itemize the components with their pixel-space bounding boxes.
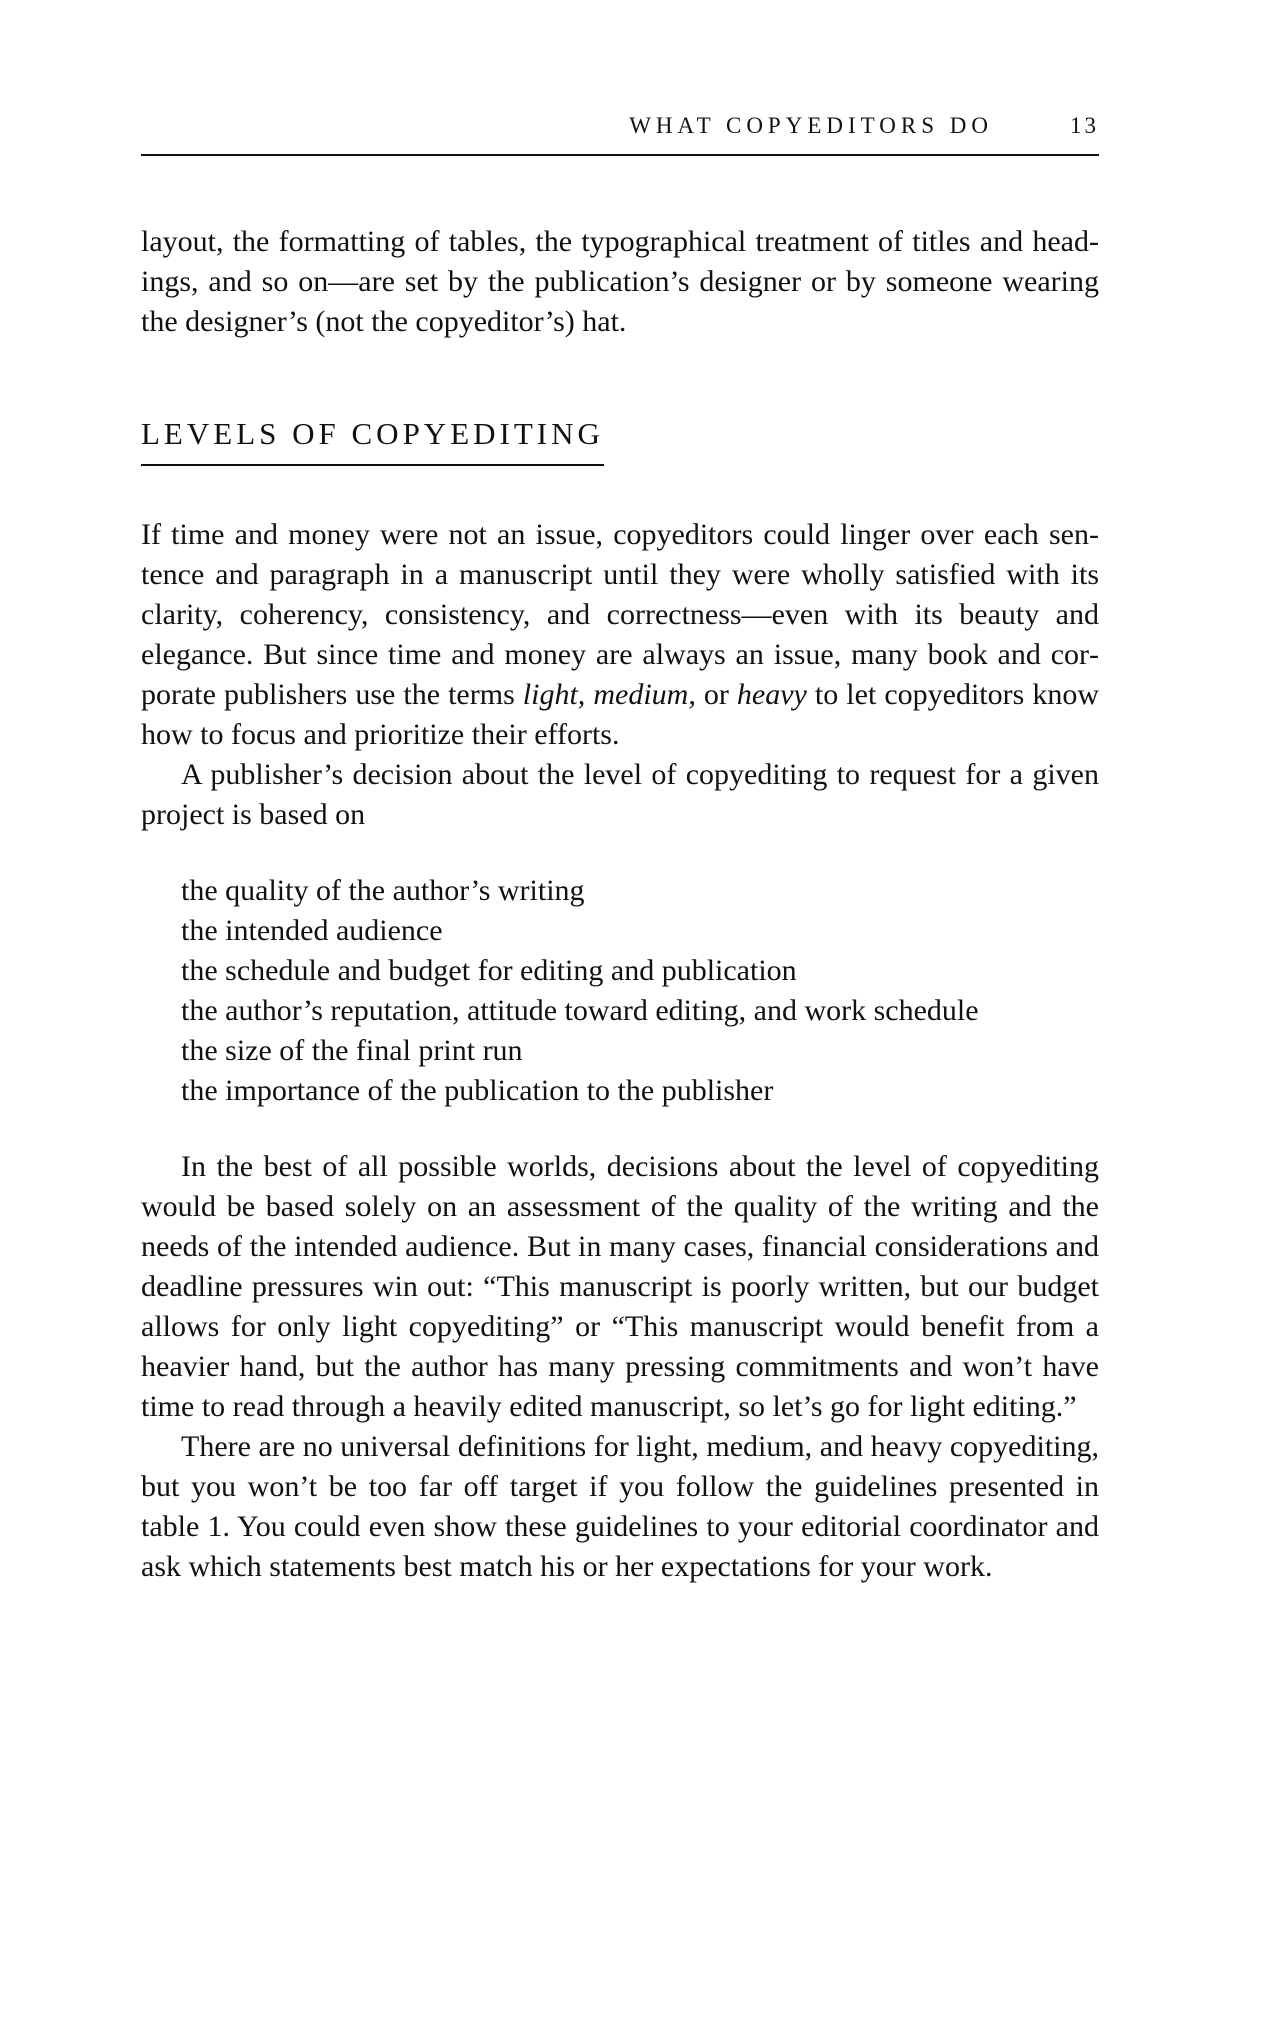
section-body bbox=[141, 515, 1099, 1587]
paragraph-text: If time and money were not an issue, copyeditors could linger over each sentence and paragraph in a manuscript until they were wholly satisfied with its clarity, coherency, consistency, and correctness—even with its beauty and elegance. But since time and money are always an issue, many book and corporate publishers use the terms bbox=[141, 518, 1099, 711]
running-head bbox=[141, 110, 1099, 156]
list-item: the schedule and budget for editing and publication bbox=[181, 954, 797, 987]
running-head-title: WHAT COPYEDITORS DO bbox=[629, 113, 993, 138]
paragraph-text: to let copyeditors know how to focus and prioritize their efforts. bbox=[141, 678, 1099, 751]
list-item: the size of the final print run bbox=[181, 1034, 523, 1067]
paragraph-best-worlds: In the best of all possible worlds, decisions about the level of copyediting would be based solely on an assessment of the quality of the writing and the needs of the intended audience. But in many cases, financial considerations and deadline pressures win out: “This manuscript is poorly written, but our budget allows for only light copyediting” or “This manuscript would benefit from a heavier hand, but the author has many pressing commitments and won’t have time to read through a heavily edited manuscript, so let’s go for light editing.” bbox=[141, 1150, 1099, 1423]
page-number: 13 bbox=[1070, 113, 1099, 138]
list-item: the author’s reputation, attitude toward editing, and work schedule bbox=[181, 994, 979, 1027]
continued-paragraph: layout, the formatting of tables, the typographical treatment of titles and headings, and so on—are set by the publication’s designer or by someone wearing the designer’s (not the copyeditor’s) hat. bbox=[141, 225, 1099, 338]
factor-list bbox=[181, 871, 1099, 1111]
paragraph-decision: A publisher’s decision about the level of copyediting to request for a given project is based on bbox=[141, 758, 1099, 831]
paragraph-definitions: There are no universal definitions for light, medium, and heavy copyediting, but you won’t be too far off target if you follow the guidelines presented in table 1. You could even show these guidelines to your editorial coordinator and ask which statements best match his or her expectations for your work. bbox=[141, 1430, 1099, 1583]
term-medium: medium, bbox=[593, 678, 696, 711]
list-item: the intended audience bbox=[181, 914, 443, 947]
paragraph-levels-intro bbox=[141, 515, 1099, 755]
connector-or: or bbox=[695, 678, 737, 711]
book-page bbox=[141, 0, 1099, 2025]
term-light: light, bbox=[522, 678, 586, 711]
list-item: the quality of the author’s writing bbox=[181, 874, 585, 907]
term-heavy: heavy bbox=[736, 678, 807, 711]
section-heading: LEVELS OF COPYEDITING bbox=[141, 416, 604, 466]
list-item: the importance of the publication to the publisher bbox=[181, 1074, 774, 1107]
